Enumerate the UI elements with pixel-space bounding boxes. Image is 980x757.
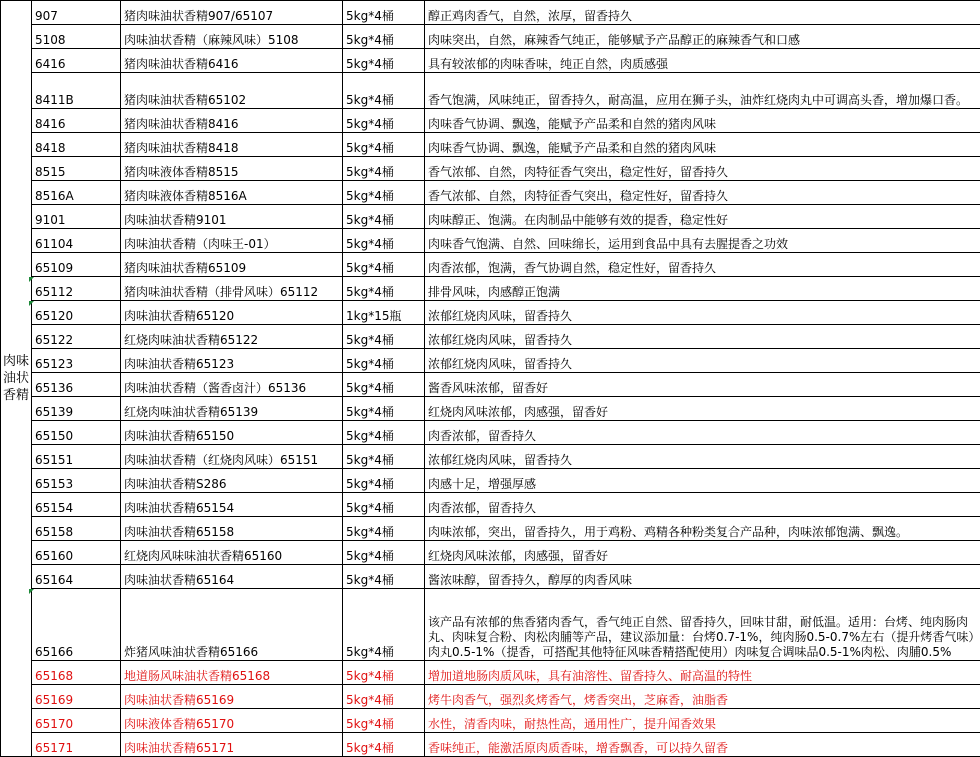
product-code-cell[interactable]: 65164 [32, 565, 121, 589]
product-code-cell[interactable]: 8418 [32, 133, 121, 157]
table-row[interactable] [1, 229, 980, 253]
flavor-description-cell[interactable]: 肉香浓郁，饱满，香气协调自然，稳定性好，留香持久 [425, 253, 980, 277]
product-name-cell[interactable]: 猪肉味油状香精8416 [121, 109, 343, 133]
product-code-cell[interactable]: 65158 [32, 517, 121, 541]
cell-note-indicator-icon [29, 589, 34, 594]
packaging-spec-cell[interactable]: 1kg*15瓶 [343, 301, 425, 325]
product-code-cell[interactable]: 8515 [32, 157, 121, 181]
flavor-description-cell[interactable]: 增加道地肠肉质风味，具有油溶性、留香持久、耐高温的特性 [425, 661, 980, 685]
packaging-spec-cell[interactable]: 5kg*4桶 [343, 157, 425, 181]
table-row[interactable] [1, 73, 980, 109]
packaging-spec-cell[interactable]: 5kg*4桶 [343, 685, 425, 709]
product-name-cell[interactable]: 红烧肉味油状香精65122 [121, 325, 343, 349]
flavor-description-cell[interactable]: 香气浓郁、自然，肉特征香气突出，稳定性好，留香持久 [425, 157, 980, 181]
table-row[interactable] [1, 181, 980, 205]
packaging-spec-cell[interactable]: 5kg*4桶 [343, 373, 425, 397]
flavor-description-cell[interactable]: 肉味突出，自然，麻辣香气纯正，能够赋予产品醇正的麻辣香气和口感 [425, 25, 980, 49]
packaging-spec-cell[interactable]: 5kg*4桶 [343, 733, 425, 757]
packaging-spec-cell[interactable]: 5kg*4桶 [343, 181, 425, 205]
product-code-cell[interactable]: 65153 [32, 469, 121, 493]
packaging-spec-cell[interactable]: 5kg*4桶 [343, 253, 425, 277]
table-row[interactable] [1, 685, 980, 709]
product-name-cell[interactable]: 肉味油状香精9101 [121, 205, 343, 229]
product-code-cell[interactable]: 65168 [32, 661, 121, 685]
table-row[interactable] [1, 157, 980, 181]
product-code-cell[interactable]: 65120 [32, 301, 121, 325]
flavor-description-cell[interactable]: 浓郁红烧肉风味，留香持久 [425, 349, 980, 373]
packaging-spec-cell[interactable]: 5kg*4桶 [343, 349, 425, 373]
table-row[interactable] [1, 469, 980, 493]
flavor-description-cell[interactable]: 香味纯正，能激活原肉质香味，增香飘香，可以持久留香 [425, 733, 980, 757]
product-code-cell[interactable]: 907 [32, 1, 121, 25]
table-row[interactable] [1, 493, 980, 517]
product-name-cell[interactable]: 炸猪风味油状香精65166 [121, 589, 343, 661]
table-row[interactable] [1, 397, 980, 421]
product-name-cell[interactable]: 肉味油状香精65123 [121, 349, 343, 373]
packaging-spec-cell[interactable]: 5kg*4桶 [343, 541, 425, 565]
flavor-description-cell[interactable]: 肉味香气饱满、自然、回味绵长，运用到食品中具有去腥提香之功效 [425, 229, 980, 253]
flavor-description-cell[interactable]: 具有较浓郁的肉味香味，纯正自然，肉质感强 [425, 49, 980, 73]
product-table-body [1, 1, 980, 757]
table-row[interactable] [1, 1, 980, 25]
table-row[interactable] [1, 709, 980, 733]
table-row[interactable] [1, 25, 980, 49]
product-name-cell[interactable]: 地道肠风味油状香精65168 [121, 661, 343, 685]
product-name-cell[interactable]: 肉味油状香精（肉味王-01） [121, 229, 343, 253]
product-name-cell[interactable]: 肉味油状香精65120 [121, 301, 343, 325]
table-row[interactable] [1, 733, 980, 757]
table-row[interactable] [1, 589, 980, 661]
cell-note-indicator-icon [29, 301, 34, 306]
product-code-cell[interactable]: 65112 [32, 277, 121, 301]
flavor-description-cell[interactable]: 肉香浓郁，留香持久 [425, 421, 980, 445]
packaging-spec-cell[interactable]: 5kg*4桶 [343, 1, 425, 25]
product-name-cell[interactable]: 猪肉味油状香精907/65107 [121, 1, 343, 25]
packaging-spec-cell[interactable]: 5kg*4桶 [343, 661, 425, 685]
product-code-cell[interactable]: 61104 [32, 229, 121, 253]
product-name-cell[interactable]: 肉味油状香精（麻辣风味）5108 [121, 25, 343, 49]
flavor-description-cell[interactable]: 酱浓味醇，留香持久，醇厚的肉香风味 [425, 565, 980, 589]
table-row[interactable] [1, 49, 980, 73]
product-code-cell[interactable]: 65170 [32, 709, 121, 733]
product-code-cell[interactable]: 8516A [32, 181, 121, 205]
table-row[interactable] [1, 565, 980, 589]
product-code-cell[interactable]: 65171 [32, 733, 121, 757]
product-name-cell[interactable]: 肉味油状香精65150 [121, 421, 343, 445]
product-name-cell[interactable]: 猪肉味油状香精8418 [121, 133, 343, 157]
table-row[interactable] [1, 301, 980, 325]
product-name-cell[interactable]: 肉味油状香精65169 [121, 685, 343, 709]
product-name-cell[interactable]: 肉味油状香精S286 [121, 469, 343, 493]
flavor-description-cell[interactable]: 浓郁红烧肉风味，留香持久 [425, 445, 980, 469]
flavor-description-cell[interactable]: 香气饱满，风味纯正，留香持久，耐高温，应用在狮子头，油炸红烧肉丸中可调高头香，增加爆口香。 [425, 73, 980, 109]
product-code-cell[interactable]: 65154 [32, 493, 121, 517]
table-row[interactable] [1, 445, 980, 469]
table-row[interactable] [1, 133, 980, 157]
product-name-cell[interactable]: 红烧肉风味味油状香精65160 [121, 541, 343, 565]
packaging-spec-cell[interactable]: 5kg*4桶 [343, 229, 425, 253]
product-name-cell[interactable]: 猪肉味液体香精8516A [121, 181, 343, 205]
flavor-description-cell[interactable]: 红烧肉风味浓郁，肉感强，留香好 [425, 541, 980, 565]
product-name-cell[interactable]: 肉味液体香精65170 [121, 709, 343, 733]
table-row[interactable] [1, 277, 980, 301]
product-name-cell[interactable]: 肉味油状香精（酱香卤汁）65136 [121, 373, 343, 397]
flavor-description-cell[interactable]: 香气浓郁、自然，肉特征香气突出，稳定性好，留香持久 [425, 181, 980, 205]
flavor-description-cell[interactable]: 浓郁红烧肉风味，留香持久 [425, 301, 980, 325]
flavor-description-cell[interactable]: 酱香风味浓郁，留香好 [425, 373, 980, 397]
product-code-cell[interactable]: 65136 [32, 373, 121, 397]
packaging-spec-cell[interactable]: 5kg*4桶 [343, 73, 425, 109]
product-code-cell[interactable]: 65150 [32, 421, 121, 445]
packaging-spec-cell[interactable]: 5kg*4桶 [343, 397, 425, 421]
cell-note-indicator-icon [29, 277, 34, 282]
product-code-cell[interactable]: 65166 [32, 589, 121, 661]
packaging-spec-cell[interactable]: 5kg*4桶 [343, 493, 425, 517]
flavor-description-cell[interactable]: 肉感十足，增强厚感 [425, 469, 980, 493]
product-code-cell[interactable]: 65139 [32, 397, 121, 421]
product-code-cell[interactable]: 65169 [32, 685, 121, 709]
packaging-spec-cell[interactable]: 5kg*4桶 [343, 709, 425, 733]
product-code-cell[interactable]: 65122 [32, 325, 121, 349]
table-row[interactable] [1, 421, 980, 445]
product-name-cell[interactable]: 肉味油状香精65154 [121, 493, 343, 517]
product-code-cell[interactable]: 9101 [32, 205, 121, 229]
packaging-spec-cell[interactable]: 5kg*4桶 [343, 469, 425, 493]
product-name-cell[interactable]: 红烧肉味油状香精65139 [121, 397, 343, 421]
packaging-spec-cell[interactable]: 5kg*4桶 [343, 421, 425, 445]
product-name-cell[interactable]: 猪肉味油状香精65109 [121, 253, 343, 277]
flavor-description-cell[interactable]: 肉味香气协调、飘逸，能赋予产品柔和自然的猪肉风味 [425, 109, 980, 133]
packaging-spec-cell[interactable]: 5kg*4桶 [343, 133, 425, 157]
packaging-spec-cell[interactable]: 5kg*4桶 [343, 517, 425, 541]
flavor-description-cell[interactable]: 该产品有浓郁的焦香猪肉香气，香气纯正自然、留香持久，回味甘甜，耐低温。适用：台烤、纯肉肠肉丸、肉味复合粉、肉松肉脯等产品，建议添加量：台烤0.7-1%，纯肉肠0.5-0.7%左右（提升烤香气味）肉丸0.5-1%（提香，可搭配其他特征风味香精搭配使用）肉味复合调味品0.5-1%肉松、肉脯0.5% [425, 589, 980, 661]
flavor-description-cell[interactable]: 水性，清香肉味，耐热性高，通用性广，提升闻香效果 [425, 709, 980, 733]
table-row[interactable] [1, 661, 980, 685]
product-name-cell[interactable]: 肉味油状香精65164 [121, 565, 343, 589]
product-name-cell[interactable]: 猪肉味油状香精65102 [121, 73, 343, 109]
product-code-cell[interactable]: 5108 [32, 25, 121, 49]
product-code-cell[interactable]: 65123 [32, 349, 121, 373]
product-code-cell[interactable]: 65160 [32, 541, 121, 565]
table-row[interactable] [1, 253, 980, 277]
flavor-description-cell[interactable]: 醇正鸡肉香气，自然，浓厚，留香持久 [425, 1, 980, 25]
product-code-cell[interactable]: 65109 [32, 253, 121, 277]
product-name-cell[interactable]: 肉味油状香精65158 [121, 517, 343, 541]
flavor-description-cell[interactable]: 烤牛肉香气，强烈炙烤香气，烤香突出，芝麻香，油脂香 [425, 685, 980, 709]
table-row[interactable] [1, 205, 980, 229]
table-row[interactable] [1, 541, 980, 565]
table-row[interactable] [1, 109, 980, 133]
packaging-spec-cell[interactable]: 5kg*4桶 [343, 49, 425, 73]
product-code-cell[interactable]: 8411B [32, 73, 121, 109]
table-row[interactable] [1, 325, 980, 349]
product-name-cell[interactable]: 肉味油状香精65171 [121, 733, 343, 757]
packaging-spec-cell[interactable]: 5kg*4桶 [343, 109, 425, 133]
table-row[interactable] [1, 517, 980, 541]
packaging-spec-cell[interactable]: 5kg*4桶 [343, 25, 425, 49]
product-name-cell[interactable]: 猪肉味油状香精（排骨风味）65112 [121, 277, 343, 301]
packaging-spec-cell[interactable]: 5kg*4桶 [343, 589, 425, 661]
packaging-spec-cell[interactable]: 5kg*4桶 [343, 277, 425, 301]
flavor-description-cell[interactable]: 肉香浓郁，留香持久 [425, 493, 980, 517]
table-row[interactable] [1, 373, 980, 397]
flavor-description-cell[interactable]: 肉味香气协调、飘逸，能赋予产品柔和自然的猪肉风味 [425, 133, 980, 157]
packaging-spec-cell[interactable]: 5kg*4桶 [343, 205, 425, 229]
product-name-cell[interactable]: 猪肉味油状香精6416 [121, 49, 343, 73]
product-code-cell[interactable]: 65151 [32, 445, 121, 469]
table-row[interactable] [1, 349, 980, 373]
category-cell[interactable]: 肉味油状香精 [1, 1, 32, 757]
packaging-spec-cell[interactable]: 5kg*4桶 [343, 565, 425, 589]
packaging-spec-cell[interactable]: 5kg*4桶 [343, 445, 425, 469]
flavor-description-cell[interactable]: 肉味浓郁，突出，留香持久，用于鸡粉、鸡精各种粉类复合产品种，肉味浓郁饱满、飘逸。 [425, 517, 980, 541]
flavor-description-cell[interactable]: 红烧肉风味浓郁，肉感强，留香好 [425, 397, 980, 421]
product-name-cell[interactable]: 肉味油状香精（红烧肉风味）65151 [121, 445, 343, 469]
flavor-description-cell[interactable]: 浓郁红烧肉风味，留香持久 [425, 325, 980, 349]
packaging-spec-cell[interactable]: 5kg*4桶 [343, 325, 425, 349]
product-code-cell[interactable]: 8416 [32, 109, 121, 133]
product-name-cell[interactable]: 猪肉味液体香精8515 [121, 157, 343, 181]
product-code-cell[interactable]: 6416 [32, 49, 121, 73]
flavor-description-cell[interactable]: 排骨风味，肉感醇正饱满 [425, 277, 980, 301]
flavor-description-cell[interactable]: 肉味醇正、饱满。在肉制品中能够有效的提香，稳定性好 [425, 205, 980, 229]
